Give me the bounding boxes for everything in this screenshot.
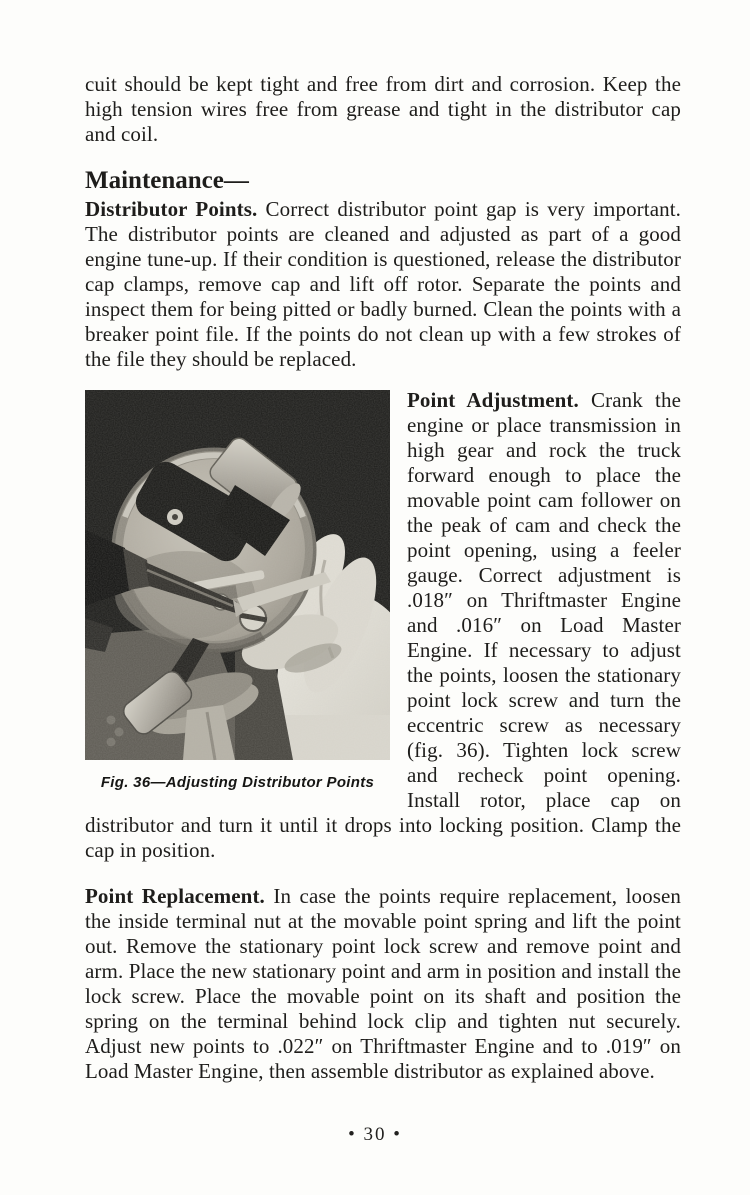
point-replacement-paragraph bbox=[85, 884, 681, 1084]
point-replacement-body: In case the points require replacement, loosen the inside terminal nut at the movable point spring and lift the point out. Remove the stationary point lock screw and remove point and arm. Place the new stationary point and arm in position and install the lock screw. Place the movable point on its shaft and position the spring on the terminal behind lock clip and tighten nut securely. Adjust new points to .022″ on Thriftmaster Engine and to .019″ on Load Master Engine, then assemble distributor as explained above. bbox=[85, 884, 681, 1083]
intro-paragraph: cuit should be kept tight and free from dirt and corrosion. Keep the high tension wires free from grease and tight in the distributor cap and coil. bbox=[85, 72, 681, 146]
page-content bbox=[85, 72, 681, 1084]
distributor-photo-illustration bbox=[85, 390, 390, 760]
figure-caption: Fig. 36—Adjusting Distributor Points bbox=[100, 774, 375, 791]
page-number: • 30 • bbox=[348, 1124, 402, 1145]
point-adjustment-run-in-heading: Point Adjustment. bbox=[407, 388, 579, 412]
point-replacement-run-in-heading: Point Replacement. bbox=[85, 884, 265, 908]
photo-grain-overlay bbox=[85, 390, 390, 760]
distributor-points-paragraph bbox=[85, 197, 681, 372]
maintenance-heading: Maintenance— bbox=[85, 167, 249, 194]
figure-text-wrap bbox=[85, 388, 681, 863]
distributor-points-run-in-heading: Distributor Points. bbox=[85, 197, 258, 221]
point-adjustment-body: Crank the engine or place transmission in high gear and rock the truck forward enough to place the movable point cam follower on the peak of cam and check the point opening, using a feeler gauge. Correct adjustment is .018″ on Thriftmaster Engine and .016″ on Load Master Engine. If necessary to adjust the points, loosen the stationary point lock screw and turn the eccentric screw as necessary (fig. 36). Tighten lock screw and recheck point opening. Install rotor, place cap on distributor and turn it until it drops into locking position. Clamp the cap in position. bbox=[85, 388, 681, 862]
figure-36 bbox=[85, 390, 390, 791]
distributor-points-body: Correct distributor point gap is very important. The distributor points are cleaned and adjusted as part of a good engine tune-up. If their condition is questioned, release the distributor cap clamps, remove cap and lift off rotor. Separate the points and inspect them for being pitted or badly burned. Clean the points with a breaker point file. If the points do not clean up with a few strokes of the file they should be replaced. bbox=[85, 197, 681, 371]
distributor-photo bbox=[85, 390, 390, 760]
